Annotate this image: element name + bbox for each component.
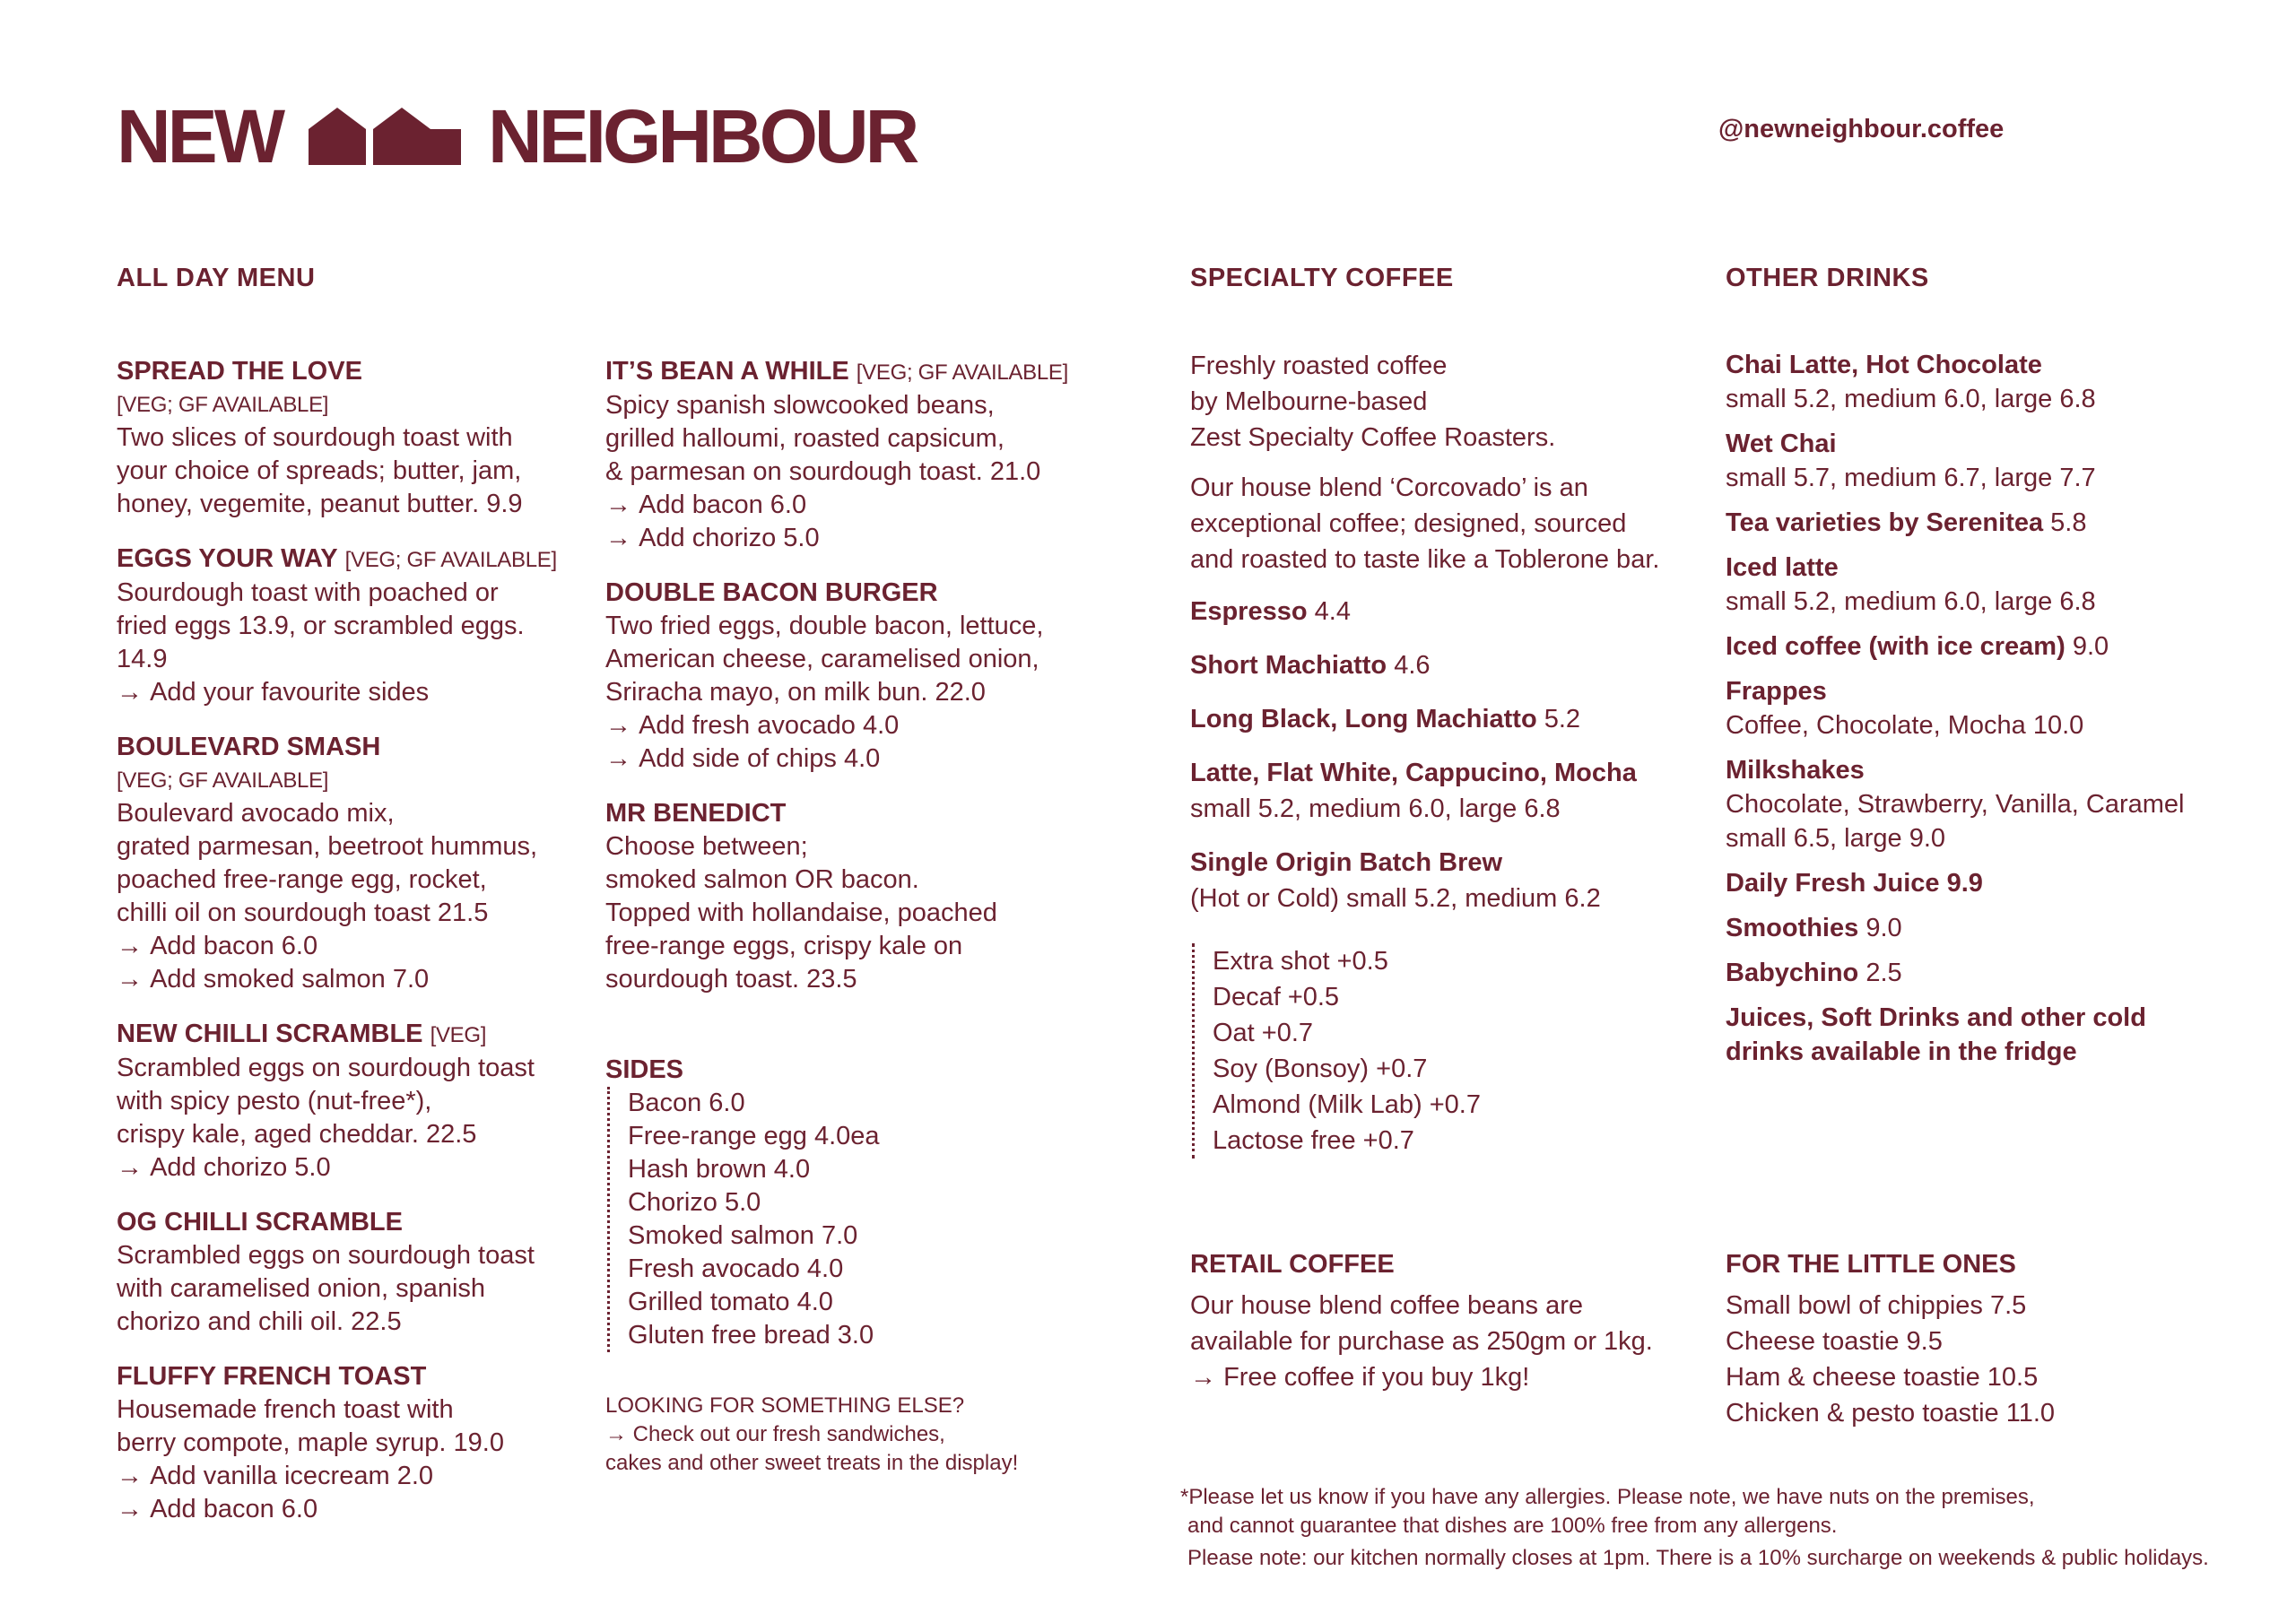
brand-name-right: NEIGHBOUR xyxy=(487,94,917,178)
item-addon: → Add bacon 6.0 xyxy=(605,489,1072,522)
item-desc: honey, vegemite, peanut butter. 9.9 xyxy=(117,490,523,518)
item-desc: free-range eggs, crispy kale on xyxy=(605,932,963,960)
coffee-name: Short Machiatto xyxy=(1190,651,1387,680)
extra-item: Oat +0.7 xyxy=(1213,1019,1314,1047)
item-addon: → Add vanilla icecream 2.0 xyxy=(117,1460,583,1493)
item-name: SPREAD THE LOVE xyxy=(117,357,362,386)
item-name: DOUBLE BACON BURGER xyxy=(605,578,938,607)
side-item: Bacon 6.0 xyxy=(628,1089,745,1117)
item-tag: [VEG; GF AVAILABLE] xyxy=(856,360,1068,385)
item-desc: grated parmesan, beetroot hummus, xyxy=(117,832,538,861)
item-name: IT’S BEAN A WHILE xyxy=(605,357,849,386)
side-item: Smoked salmon 7.0 xyxy=(628,1221,858,1250)
side-item: Gluten free bread 3.0 xyxy=(628,1321,874,1350)
retail-line: available for purchase as 250gm or 1kg. xyxy=(1190,1327,1653,1356)
item-desc: & parmesan on sourdough toast. 21.0 xyxy=(605,457,1041,486)
looking-heading: LOOKING FOR SOMETHING ELSE? xyxy=(605,1393,965,1418)
item-desc: Sourdough toast with poached or xyxy=(117,578,499,607)
all-day-menu-title: ALL DAY MENU xyxy=(117,264,316,292)
item-tag: [VEG] xyxy=(430,1023,487,1047)
menu-item xyxy=(605,577,1072,776)
item-tag: [VEG; GF AVAILABLE] xyxy=(117,393,329,417)
drink-price: 9.0 xyxy=(2072,632,2109,661)
menu-item xyxy=(605,797,1072,996)
side-item: Grilled tomato 4.0 xyxy=(628,1288,833,1316)
coffee-item xyxy=(1190,845,1710,916)
menu-item xyxy=(117,542,583,709)
drink-sizes: Coffee, Chocolate, Mocha 10.0 xyxy=(1726,711,2084,740)
house-roofs-icon xyxy=(309,108,461,165)
item-tag: [VEG; GF AVAILABLE] xyxy=(117,768,329,793)
coffee-price: 5.2 xyxy=(1544,705,1581,733)
drink-name: Smoothies xyxy=(1726,914,1859,942)
drink-item xyxy=(1726,629,2264,664)
coffee-sizes: (Hot or Cold) small 5.2, medium 6.2 xyxy=(1190,884,1601,913)
specialty-coffee-title: SPECIALTY COFFEE xyxy=(1190,264,1454,292)
coffee-name: Long Black, Long Machiatto xyxy=(1190,705,1537,733)
brand-logo xyxy=(117,94,917,178)
item-desc: with spicy pesto (nut-free*), xyxy=(117,1087,432,1115)
item-desc: Housemade french toast with xyxy=(117,1395,454,1424)
coffee-price: 4.4 xyxy=(1314,597,1351,626)
item-addon: → Add side of chips 4.0 xyxy=(605,742,1072,776)
allergy-note: *Please let us know if you have any allergies. Please note, we have nuts on the premises, xyxy=(1180,1485,2035,1509)
item-desc: your choice of spreads; butter, jam, xyxy=(117,456,522,485)
allergy-note: and cannot guarantee that dishes are 100% free from any allergens. xyxy=(1187,1514,1838,1538)
item-desc: poached free-range egg, rocket, xyxy=(117,865,487,894)
drink-sizes: small 6.5, large 9.0 xyxy=(1726,824,1946,853)
drink-name: Iced coffee (with ice cream) xyxy=(1726,632,2066,661)
coffee-blend-line: exceptional coffee; designed, sourced xyxy=(1190,509,1627,538)
drink-name: drinks available in the fridge xyxy=(1726,1037,2077,1066)
extra-item: Extra shot +0.5 xyxy=(1213,947,1388,976)
drink-item xyxy=(1726,1001,2264,1069)
item-tag: [VEG; GF AVAILABLE] xyxy=(344,548,557,572)
item-name: MR BENEDICT xyxy=(605,799,787,828)
drink-item xyxy=(1726,753,2264,855)
item-desc: American cheese, caramelised onion, xyxy=(605,645,1039,673)
coffee-blend-line: Our house blend ‘Corcovado’ is an xyxy=(1190,473,1588,502)
extra-item: Decaf +0.5 xyxy=(1213,983,1340,1011)
drink-name: Frappes xyxy=(1726,677,1827,706)
drink-price: 5.8 xyxy=(2050,508,2087,537)
little-item: Cheese toastie 9.5 xyxy=(1726,1327,1943,1356)
drink-item xyxy=(1726,427,2264,495)
kitchen-note: Please note: our kitchen normally closes at 1pm. There is a 10% surcharge on weekends & public holidays. xyxy=(1187,1546,2209,1570)
coffee-name: Single Origin Batch Brew xyxy=(1190,848,1503,877)
menu-item xyxy=(117,1206,583,1339)
coffee-price: 4.6 xyxy=(1394,651,1431,680)
item-desc: Sriracha mayo, on milk bun. 22.0 xyxy=(605,678,986,707)
coffee-blend-line: and roasted to taste like a Toblerone bar. xyxy=(1190,545,1660,574)
looking-line: → Check out our fresh sandwiches, xyxy=(605,1420,1072,1449)
drink-sizes: Chocolate, Strawberry, Vanilla, Caramel xyxy=(1726,790,2185,819)
item-desc: fried eggs 13.9, or scrambled eggs. xyxy=(117,612,525,640)
drink-item xyxy=(1726,348,2264,416)
drink-item xyxy=(1726,956,2264,990)
coffee-item xyxy=(1190,701,1710,737)
extra-item: Soy (Bonsoy) +0.7 xyxy=(1213,1055,1428,1083)
drink-sizes: small 5.7, medium 6.7, large 7.7 xyxy=(1726,464,2096,492)
item-desc: berry compote, maple syrup. 19.0 xyxy=(117,1428,504,1457)
coffee-name: Espresso xyxy=(1190,597,1308,626)
coffee-intro-line: by Melbourne-based xyxy=(1190,387,1428,416)
drink-item xyxy=(1726,911,2264,945)
side-item: Hash brown 4.0 xyxy=(628,1155,811,1184)
item-desc: Two fried eggs, double bacon, lettuce, xyxy=(605,612,1044,640)
looking-note xyxy=(605,1392,1072,1478)
drink-name: Wet Chai xyxy=(1726,430,1837,458)
item-addon: → Add fresh avocado 4.0 xyxy=(605,709,1072,742)
item-addon: → Add chorizo 5.0 xyxy=(117,1151,583,1185)
item-desc: chilli oil on sourdough toast 21.5 xyxy=(117,898,489,927)
extra-item: Lactose free +0.7 xyxy=(1213,1126,1414,1155)
coffee-item xyxy=(1190,755,1710,827)
menu-item xyxy=(117,1018,583,1185)
item-desc: Boulevard avocado mix, xyxy=(117,799,395,828)
item-desc: Topped with hollandaise, poached xyxy=(605,898,997,927)
sides-list xyxy=(607,1087,1072,1352)
item-name: OG CHILLI SCRAMBLE xyxy=(117,1208,403,1237)
item-desc: with caramelised onion, spanish xyxy=(117,1274,486,1303)
item-addon: → Add your favourite sides xyxy=(117,676,583,709)
coffee-column xyxy=(1190,348,1710,1159)
item-addon: → Add chorizo 5.0 xyxy=(605,522,1072,555)
item-desc: chorizo and chili oil. 22.5 xyxy=(117,1307,402,1336)
menu-column-1 xyxy=(117,355,583,1548)
item-desc: Scrambled eggs on sourdough toast xyxy=(117,1054,535,1082)
item-desc: Two slices of sourdough toast with xyxy=(117,423,513,452)
retail-addon: → Free coffee if you buy 1kg! xyxy=(1190,1359,1710,1395)
item-desc: Choose between; xyxy=(605,832,808,861)
menu-item xyxy=(117,355,583,521)
drink-sizes: small 5.2, medium 6.0, large 6.8 xyxy=(1726,385,2096,413)
coffee-intro xyxy=(1190,348,1710,456)
drink-sizes: small 5.2, medium 6.0, large 6.8 xyxy=(1726,587,2096,616)
coffee-item xyxy=(1190,594,1710,629)
little-item: Small bowl of chippies 7.5 xyxy=(1726,1291,2027,1320)
drink-name: Juices, Soft Drinks and other cold xyxy=(1726,1003,2146,1032)
drink-name: Tea varieties by Serenitea xyxy=(1726,508,2044,537)
sides-section xyxy=(605,1054,1072,1352)
side-item: Fresh avocado 4.0 xyxy=(628,1254,844,1283)
coffee-item xyxy=(1190,647,1710,683)
item-name: EGGS YOUR WAY xyxy=(117,544,338,573)
drink-name: Daily Fresh Juice 9.9 xyxy=(1726,869,1983,898)
coffee-intro-line: Zest Specialty Coffee Roasters. xyxy=(1190,423,1556,452)
other-drinks-title: OTHER DRINKS xyxy=(1726,264,1929,292)
item-desc: Spicy spanish slowcooked beans, xyxy=(605,391,995,420)
drink-name: Chai Latte, Hot Chocolate xyxy=(1726,351,2042,379)
drink-name: Babychino xyxy=(1726,959,1859,987)
other-drinks-column xyxy=(1726,348,2264,1069)
drink-item xyxy=(1726,866,2264,900)
drink-name: Milkshakes xyxy=(1726,756,1865,785)
little-item: Chicken & pesto toastie 11.0 xyxy=(1726,1399,2056,1428)
side-item: Chorizo 5.0 xyxy=(628,1188,761,1217)
retail-line: Our house blend coffee beans are xyxy=(1190,1291,1584,1320)
item-addon: → Add smoked salmon 7.0 xyxy=(117,963,583,996)
menu-item xyxy=(605,355,1072,555)
item-name: BOULEVARD SMASH xyxy=(117,733,381,761)
footer-notes xyxy=(1180,1483,2257,1573)
item-desc: crispy kale, aged cheddar. 22.5 xyxy=(117,1120,477,1149)
coffee-intro-line: Freshly roasted coffee xyxy=(1190,352,1448,380)
drink-item xyxy=(1726,506,2264,540)
side-item: Free-range egg 4.0ea xyxy=(628,1122,880,1150)
menu-column-2 xyxy=(605,355,1072,1018)
coffee-blend xyxy=(1190,470,1710,577)
extra-item: Almond (Milk Lab) +0.7 xyxy=(1213,1090,1481,1119)
menu-item xyxy=(117,1360,583,1526)
looking-line: cakes and other sweet treats in the display! xyxy=(605,1451,1019,1475)
retail-title: RETAIL COFFEE xyxy=(1190,1250,1395,1279)
little-ones-title: FOR THE LITTLE ONES xyxy=(1726,1250,2016,1279)
item-name: FLUFFY FRENCH TOAST xyxy=(117,1362,427,1391)
drink-price: 2.5 xyxy=(1866,959,1902,987)
item-desc: 14.9 xyxy=(117,645,168,673)
coffee-sizes: small 5.2, medium 6.0, large 6.8 xyxy=(1190,794,1561,823)
coffee-extras xyxy=(1192,943,1710,1159)
drink-item xyxy=(1726,674,2264,742)
little-ones-section xyxy=(1726,1246,2264,1431)
item-desc: smoked salmon OR bacon. xyxy=(605,865,919,894)
item-desc: Scrambled eggs on sourdough toast xyxy=(117,1241,535,1270)
sides-title: SIDES xyxy=(605,1055,684,1084)
item-desc: grilled halloumi, roasted capsicum, xyxy=(605,424,1004,453)
social-handle: @newneighbour.coffee xyxy=(1718,115,2005,143)
menu-item xyxy=(117,731,583,996)
item-name: NEW CHILLI SCRAMBLE xyxy=(117,1020,423,1048)
drink-item xyxy=(1726,551,2264,619)
item-addon: → Add bacon 6.0 xyxy=(117,1493,583,1526)
drink-name: Iced latte xyxy=(1726,553,1839,582)
little-item: Ham & cheese toastie 10.5 xyxy=(1726,1363,2039,1392)
retail-section xyxy=(1190,1246,1710,1395)
coffee-name: Latte, Flat White, Cappucino, Mocha xyxy=(1190,759,1637,787)
item-addon: → Add bacon 6.0 xyxy=(117,930,583,963)
brand-name-left: NEW xyxy=(117,94,282,178)
item-desc: sourdough toast. 23.5 xyxy=(605,965,857,994)
drink-price: 9.0 xyxy=(1866,914,1902,942)
